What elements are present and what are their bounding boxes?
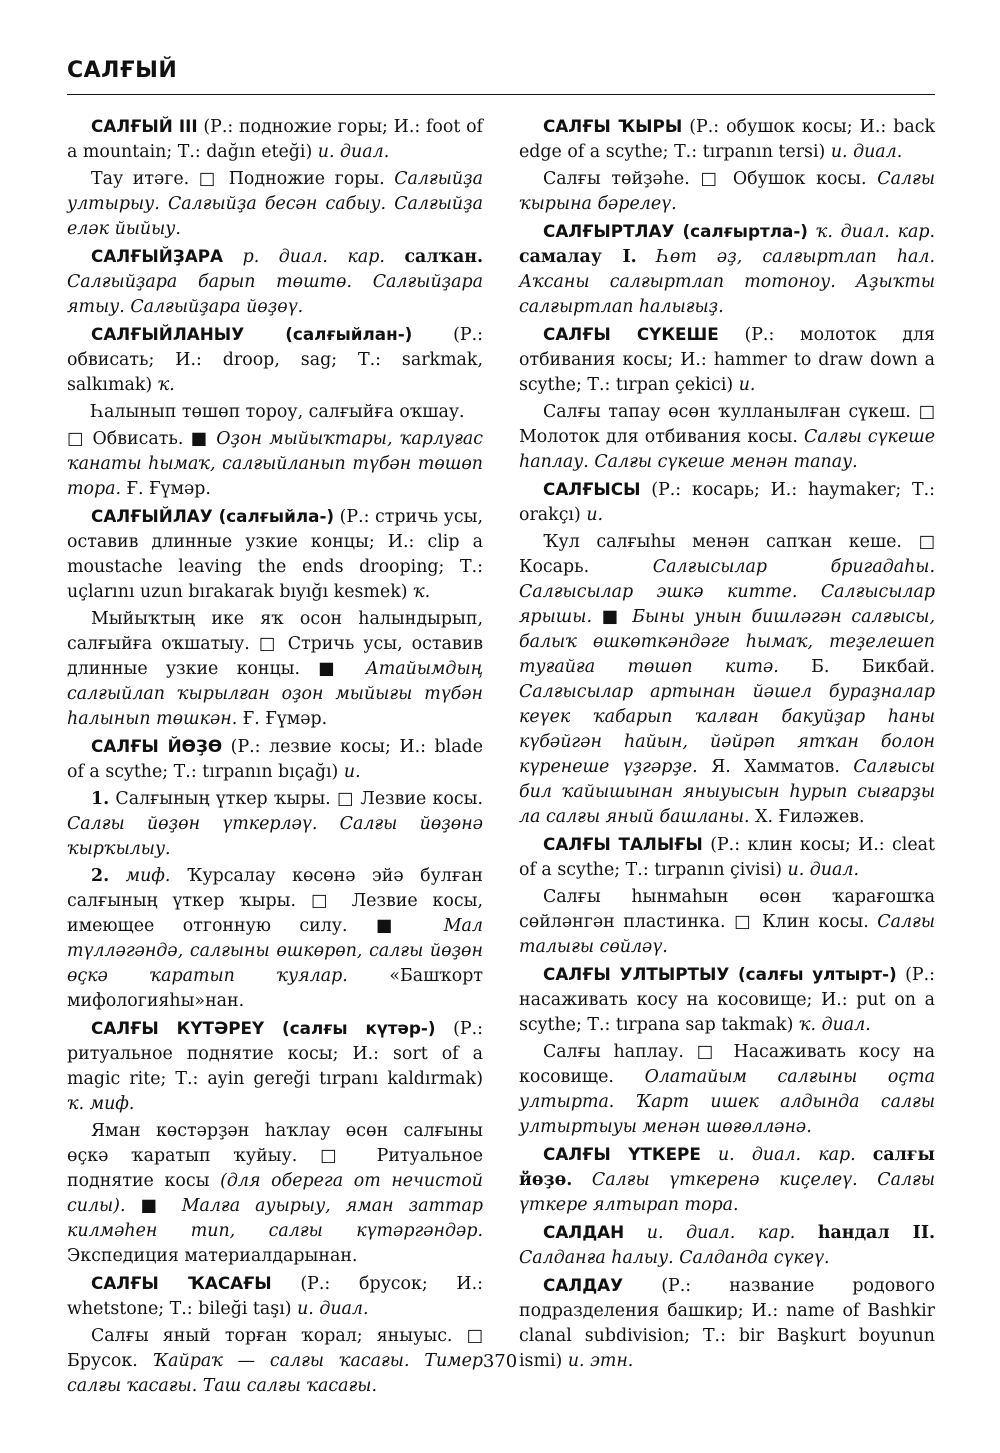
entry-sense: Салғы яный торған ҡорал; яныуыс. □ Брусок. Ҡайраҡ — салғы ҡасағы. Тимер салғы ҡасағы. Таш салғы ҡасағы. (67, 1326, 483, 1396)
headword: САЛҒЫ ЙӨҘӨ (91, 736, 223, 756)
entry-salgyylau: САЛҒЫЙЛАУ (салғыйла-) (Р.: стричь усы, оставив длинные узкие концы; И.: clip a moustache leaving the ends drooping; Т.: uçlarını uzun bırakarak bıyığı kesmek) ҡ. (67, 506, 483, 602)
entry-salgy-yozo: САЛҒЫ ЙӨҘӨ (Р.: лезвие косы; И.: blade of a scythe; Т.: tırpanın bıçağı) и. (67, 736, 483, 782)
headword: САЛДАН (543, 1222, 625, 1242)
entry-sense: Яман көстәрҙән һаҡлау өсөн салғыны өҫкә ҡаратып ҡуйыу. □ Ритуальное поднятие косы (для оберега от нечистой силы). ■ Малға ауырыу, яман заттар килмәһен тип, салғы күтәргәндәр. Экспедиция материалдарынан. (67, 1121, 483, 1266)
entry-sense: Ҡул салғыһы менән сапҡан кеше. □ Косарь. Салғысылар бригадаһы. Салғысылар эшкә китте. Салғысылар ярышы. ■ Быны унын бишләгән салғысы, балыҡ өшкөткәндәге һымаҡ, теҙелешеп туғайға төшөп китә. Б. Бикбай. Салғысылар артынан йәшел бураҙналар кеүек ҡабарып ҡалған бакуйҙар һаны күбәйгән һайын, йәйрәп ятҡан болон күренеше үҙгәрҙе. Я. Хамматов. Салғысы бил ҡайышынан яныуысын һурып сығарҙы ла салғы яный башланы. Х. Ғиләжев. (519, 532, 935, 827)
headword: САЛҒЫЙЛАУ (салғыйла-) (91, 506, 335, 526)
headword: САЛҒЫ СҮКЕШЕ (543, 324, 719, 344)
entry-salgy-kyry: САЛҒЫ ҠЫРЫ (Р.: обушок косы; И.: back edge of a scythe; Т.: tırpanın tersi) и. диал. (519, 116, 936, 162)
entry-sense: Мыйыҡтың ике яҡ осон һалындырып, салғыйға оҡшатыу. □ Стричь усы, оставив длинные узкие концы. ■ Атайымдың салғыйлап ҡырылған оҙон мыйығы түбән һалынып төшкән. Ғ. Ғүмәр. (67, 609, 483, 729)
entry-saldau: САЛДАУ (Р.: название родового подразделения башкир; И.: name of Bashkir clanal subdivision; Т.: bir Başkurt boyunun ismi) и. этн. (519, 1275, 935, 1371)
header-rule (67, 94, 935, 95)
entry-salgy-talygy: САЛҒЫ ТАЛЫҒЫ (Р.: клин косы; И.: cleat of a scythe; Т.: tırpanın çivisi) и. диал. (519, 834, 935, 880)
headword: САЛҒЫЙ III (91, 116, 198, 136)
entry-sense: Салғы тапау өсөн ҡулланылған сүкеш. □ Молоток для отбивания косы. Салғы сүкеше һаплау. Салғы сүкеше менән тапау. (519, 402, 935, 472)
headword: САЛҒЫ ТАЛЫҒЫ (543, 834, 703, 854)
entry-sense: Һалынып төшөп тороу, салғыйға оҡшау. (91, 402, 465, 422)
entry-salgy-kutareu: САЛҒЫ КҮТӘРЕҮ (салғы күтәр-) (Р.: ритуальное поднятие косы; И.: sort of a magic rite; Т.: ayin gereği tırpanı kaldırmak) ҡ. миф. (67, 1018, 483, 1114)
headword: САЛҒЫ УЛТЫРТЫУ (салғы ултырт-) (543, 964, 897, 984)
entry-sense: Салғы төйҙәһе. □ Обушок косы. Салғы ҡырына бәрелеү. (519, 169, 935, 214)
entry-saldan: САЛДАН и. диал. кар. һандал II. Салданға һалыу. Салданда сүкеү. (519, 1222, 936, 1268)
running-head: САЛҒЫЙ (67, 58, 178, 83)
entry-sense: Салғы һынмаһын өсөн ҡарағошҡа сөйләнгән пластинка. □ Клин косы. Салғы талығы сөйләү. (519, 887, 935, 957)
entry-example: □ Обвисать. ■ Оҙон мыйыҡтары, ҡарлуғас ҡанаты һымаҡ, салғыйланып түбән төшөп тора. Ғ. Ғүмәр. (67, 429, 483, 499)
headword: САЛҒЫ ҠЫРЫ (543, 116, 683, 136)
entry-sense: Салғы һаплау. □ Насаживать косу на косовище. Олатайым салғыны оҫта ултырта. Ҡарт ишек алдында салғы ултыртыуы менән шөғөлләнә. (519, 1042, 935, 1137)
entry-salgy-utkere: САЛҒЫ ҮТКЕРЕ и. диал. кар. салғы йөҙө. Салғы үткеренә киҫелеү. Салғы үткере ялтырап тора. (519, 1144, 935, 1215)
headword: САЛҒЫРТЛАУ (салғыртла-) (543, 221, 808, 241)
entry-salgyrtlau: САЛҒЫРТЛАУ (салғыртла-) ҡ. диал. кар. самалау I. Һөт әҙ, салғыртлап һал. Аҡсаны салғыртлап тотоноу. Аҙыҡты салғыртлап һалығыҙ. (519, 221, 935, 317)
entry-salgy-kasagy: САЛҒЫ ҠАСАҒЫ (Р.: брусок; И.: whetstone; Т.: bileği taşı) и. диал. (67, 1273, 483, 1319)
entry-sense-1: 1. Салғының үткер ҡыры. □ Лезвие косы. Салғы йөҙөн үткерләү. Салғы йөҙөнә ҡырҡылыу. (67, 789, 483, 859)
entry-salgyy-3: САЛҒЫЙ III (Р.: подножие горы; И.: foot of a mountain; Т.: dağın eteği) и. диал. (67, 116, 483, 162)
entry-salgy-sukeshe: САЛҒЫ СҮКЕШЕ (Р.: молоток для отбивания косы; И.: hammer to draw down a scythe; Т.: tırpan çekici) и. (519, 324, 935, 395)
page-number: 370 (482, 1351, 518, 1372)
headword: САЛҒЫСЫ (543, 479, 641, 499)
entry-salgysy: САЛҒЫСЫ (Р.: косарь; И.: haymaker; Т.: orakçı) и. (519, 479, 935, 525)
left-column (67, 114, 483, 1401)
entry-sense-2: 2. миф. Ҡурсалау көсөнә эйә булған салғының үткер ҡыры. □ Лезвие косы, имеющее отгонную силу. ■ Мал түлләгәндә, салғыны өшкөрөп, салғы йөҙөн өҫкә ҡаратып ҡуялар. «Башҡорт мифологияһы»нан. (67, 866, 483, 1011)
entry-salgyylanyu: САЛҒЫЙЛАНЫУ (салғыйлан-) (Р.: обвисать; И.: droop, sag; Т.: sarkmak, salkımak) ҡ. (67, 324, 483, 395)
headword: САЛДАУ (543, 1275, 624, 1295)
headword: САЛҒЫ ҮТКЕРЕ (543, 1144, 701, 1164)
headword: САЛҒЫ КҮТӘРЕҮ (салғы күтәр-) (91, 1018, 436, 1038)
headword: САЛҒЫЙЛАНЫУ (салғыйлан-) (91, 324, 413, 344)
entry-sense: Тау итәге. □ Подножие горы. Салғыйҙа ултырыу. Салғыйҙа бесән сабыу. Салғыйҙа еләк йыйыу. (67, 169, 483, 239)
right-column (519, 114, 935, 1376)
headword: САЛҒЫ ҠАСАҒЫ (91, 1273, 272, 1293)
entry-salgyyzara: САЛҒЫЙҘАРА р. диал. кар. салҡан. Салғыйҙара барып төштө. Салғыйҙара ятыу. Салғыйҙара йөҙөү. (67, 246, 483, 317)
entry-salgy-ultyrtyu: САЛҒЫ УЛТЫРТЫУ (салғы ултырт-) (Р.: насаживать косу на косовище; И.: put on a scythe; Т.: tırpana sap takmak) ҡ. диал. (519, 964, 935, 1035)
headword: САЛҒЫЙҘАРА (91, 246, 224, 266)
